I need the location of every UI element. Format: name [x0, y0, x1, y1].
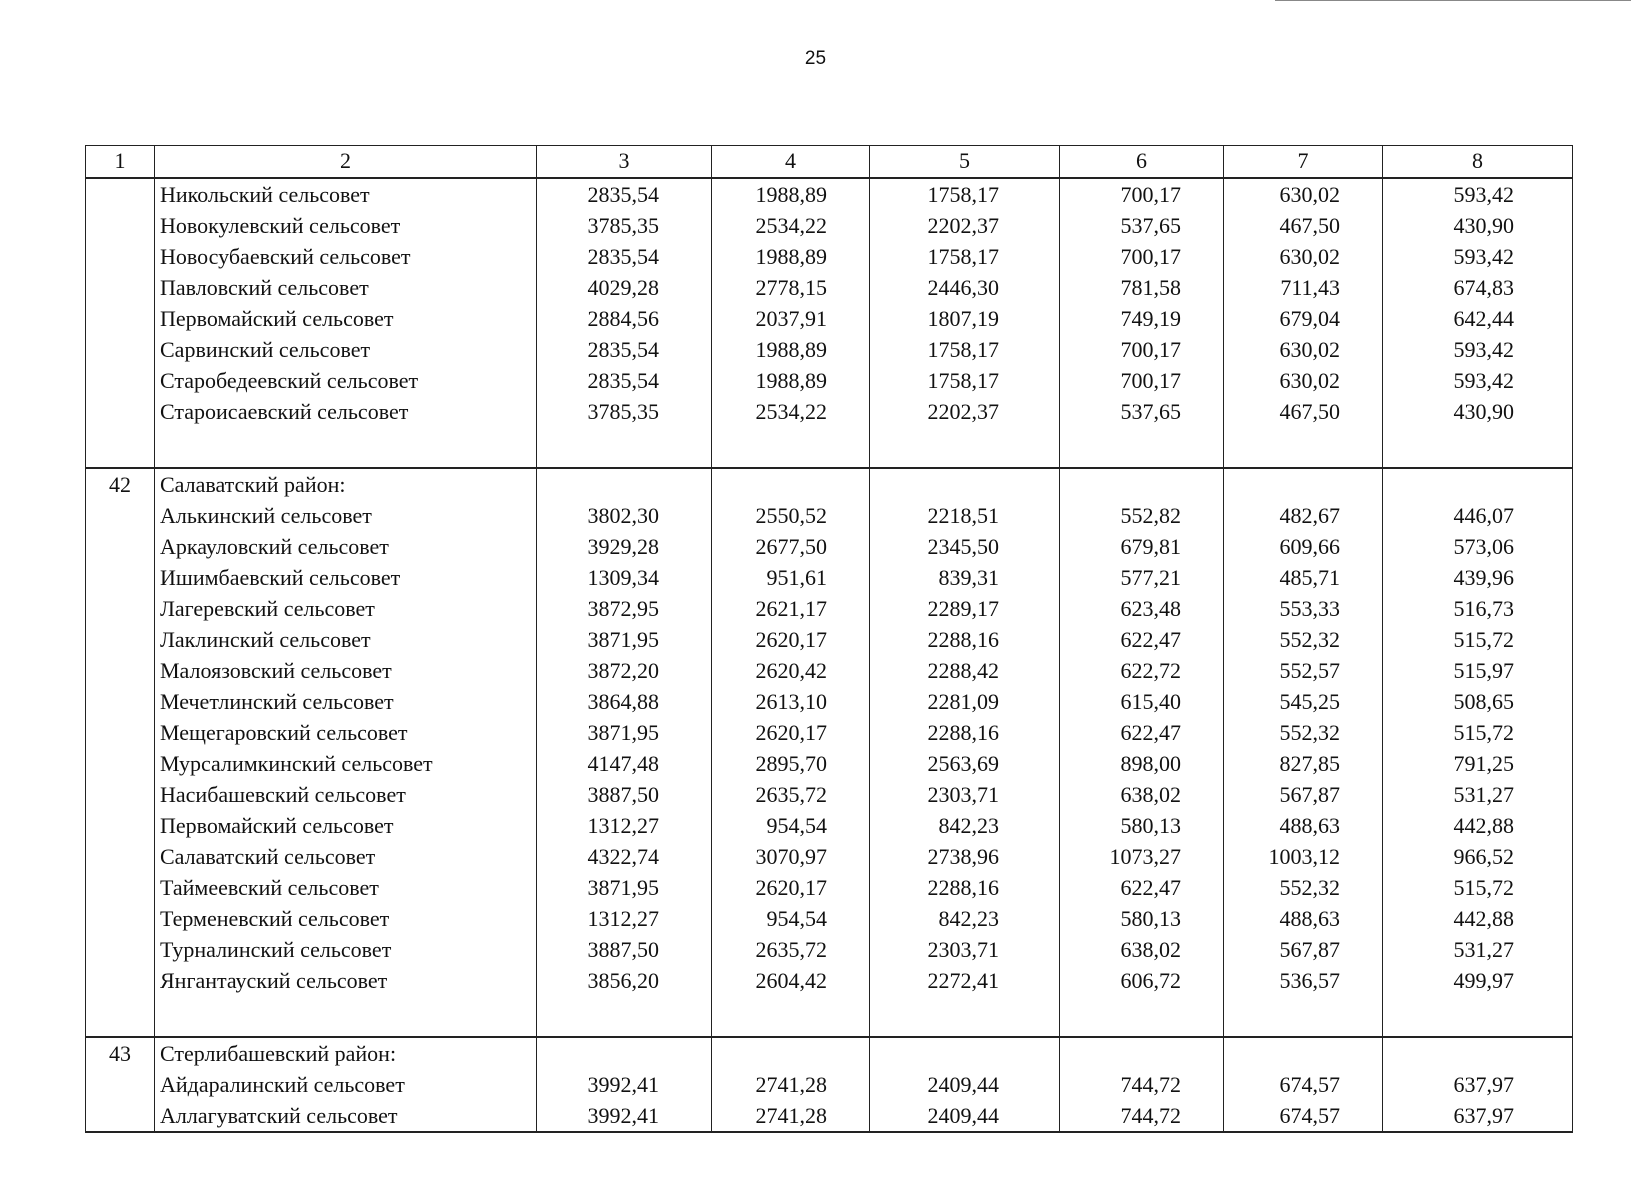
value-cell-col8: 515,72: [1383, 717, 1573, 748]
value-cell-col5: 2288,42: [870, 655, 1060, 686]
value-cell-col5: 2409,44: [870, 1100, 1060, 1132]
empty-cell: [870, 1037, 1060, 1069]
row-number-cell: [86, 500, 155, 531]
value-cell-col6: 537,65: [1060, 396, 1224, 427]
column-header-1: 1: [86, 146, 155, 179]
value-cell-col6: 679,81: [1060, 531, 1224, 562]
table-row: [86, 872, 1573, 903]
row-number-cell: [86, 872, 155, 903]
value-cell-col7: 467,50: [1224, 396, 1383, 427]
value-cell-col8: 593,42: [1383, 241, 1573, 272]
value-cell-col6: 622,47: [1060, 872, 1224, 903]
value-cell-col6: 749,19: [1060, 303, 1224, 334]
value-cell-col7: 552,32: [1224, 872, 1383, 903]
value-cell-col5: 1758,17: [870, 178, 1060, 210]
settlement-name: Янгантауский сельсовет: [155, 965, 537, 996]
top-edge-rule: [1275, 0, 1631, 1]
value-cell-col7: 552,32: [1224, 624, 1383, 655]
settlement-name: Ишимбаевский сельсовет: [155, 562, 537, 593]
table-row: [86, 562, 1573, 593]
district-title-row: [86, 1037, 1573, 1069]
header-row: [86, 146, 1573, 179]
settlement-name: Алькинский сельсовет: [155, 500, 537, 531]
value-cell-col8: 593,42: [1383, 365, 1573, 396]
value-cell-col3: 2835,54: [537, 334, 712, 365]
row-number-cell: [86, 562, 155, 593]
value-cell-col4: 1988,89: [712, 334, 870, 365]
row-number-cell: [86, 686, 155, 717]
table-row: [86, 717, 1573, 748]
empty-cell: [155, 427, 537, 468]
row-number-cell: [86, 210, 155, 241]
value-cell-col5: 2345,50: [870, 531, 1060, 562]
value-cell-col4: 2635,72: [712, 934, 870, 965]
value-cell-col5: 2738,96: [870, 841, 1060, 872]
value-cell-col6: 606,72: [1060, 965, 1224, 996]
value-cell-col3: 3802,30: [537, 500, 712, 531]
tariff-table: [85, 145, 1573, 1133]
value-cell-col5: 2303,71: [870, 934, 1060, 965]
row-number-cell: [86, 841, 155, 872]
value-cell-col5: 2272,41: [870, 965, 1060, 996]
row-number-cell: [86, 717, 155, 748]
value-cell-col4: 954,54: [712, 810, 870, 841]
value-cell-col8: 508,65: [1383, 686, 1573, 717]
value-cell-col3: 1312,27: [537, 810, 712, 841]
empty-cell: [1383, 468, 1573, 500]
value-cell-col3: 3785,35: [537, 210, 712, 241]
value-cell-col8: 430,90: [1383, 210, 1573, 241]
empty-cell: [1224, 468, 1383, 500]
empty-cell: [155, 996, 537, 1037]
value-cell-col3: 4147,48: [537, 748, 712, 779]
table-row: [86, 531, 1573, 562]
value-cell-col4: 1988,89: [712, 241, 870, 272]
settlement-name: Аллагуватский сельсовет: [155, 1100, 537, 1132]
value-cell-col5: 2563,69: [870, 748, 1060, 779]
empty-cell: [712, 468, 870, 500]
value-cell-col5: 2289,17: [870, 593, 1060, 624]
empty-cell: [1060, 996, 1224, 1037]
value-cell-col8: 642,44: [1383, 303, 1573, 334]
table-row: [86, 748, 1573, 779]
empty-cell: [712, 427, 870, 468]
value-cell-col8: 499,97: [1383, 965, 1573, 996]
settlement-name: Старобедеевский сельсовет: [155, 365, 537, 396]
settlement-name: Лагеревский сельсовет: [155, 593, 537, 624]
value-cell-col4: 2741,28: [712, 1069, 870, 1100]
table-row: [86, 779, 1573, 810]
column-header-3: 3: [537, 146, 712, 179]
value-cell-col8: 516,73: [1383, 593, 1573, 624]
settlement-name: Первомайский сельсовет: [155, 810, 537, 841]
empty-cell: [1383, 996, 1573, 1037]
empty-cell: [86, 427, 155, 468]
value-cell-col7: 552,57: [1224, 655, 1383, 686]
row-number-cell: 42: [86, 468, 155, 500]
row-number-cell: [86, 934, 155, 965]
value-cell-col6: 622,72: [1060, 655, 1224, 686]
empty-cell: [870, 468, 1060, 500]
tariff-table-container: [85, 145, 1572, 1133]
block-spacer-row: [86, 427, 1573, 468]
table-row: [86, 593, 1573, 624]
value-cell-col4: 1988,89: [712, 365, 870, 396]
table-header: [86, 146, 1573, 179]
value-cell-col6: 622,47: [1060, 624, 1224, 655]
value-cell-col7: 679,04: [1224, 303, 1383, 334]
settlement-name: Никольский сельсовет: [155, 178, 537, 210]
value-cell-col5: 842,23: [870, 810, 1060, 841]
value-cell-col5: 2288,16: [870, 717, 1060, 748]
settlement-name: Лаклинский сельсовет: [155, 624, 537, 655]
value-cell-col8: 593,42: [1383, 178, 1573, 210]
value-cell-col4: 2621,17: [712, 593, 870, 624]
column-header-7: 7: [1224, 146, 1383, 179]
empty-cell: [1060, 468, 1224, 500]
row-number-cell: [86, 1069, 155, 1100]
column-header-6: 6: [1060, 146, 1224, 179]
value-cell-col3: 3992,41: [537, 1100, 712, 1132]
value-cell-col6: 700,17: [1060, 241, 1224, 272]
value-cell-col6: 580,13: [1060, 810, 1224, 841]
table-block: [86, 1037, 1573, 1132]
value-cell-col8: 515,97: [1383, 655, 1573, 686]
value-cell-col3: 3871,95: [537, 624, 712, 655]
row-number-cell: [86, 624, 155, 655]
value-cell-col5: 842,23: [870, 903, 1060, 934]
value-cell-col5: 1758,17: [870, 334, 1060, 365]
row-number-cell: [86, 1100, 155, 1132]
value-cell-col6: 615,40: [1060, 686, 1224, 717]
settlement-name: Сарвинский сельсовет: [155, 334, 537, 365]
value-cell-col6: 638,02: [1060, 934, 1224, 965]
row-number-cell: [86, 303, 155, 334]
value-cell-col4: 2635,72: [712, 779, 870, 810]
value-cell-col3: 3929,28: [537, 531, 712, 562]
settlement-name: Новокулевский сельсовет: [155, 210, 537, 241]
table-block: [86, 178, 1573, 468]
value-cell-col8: 637,97: [1383, 1069, 1573, 1100]
district-title: Салаватский район:: [155, 468, 537, 500]
settlement-name: Турналинский сельсовет: [155, 934, 537, 965]
settlement-name: Мурсалимкинский сельсовет: [155, 748, 537, 779]
settlement-name: Аркауловский сельсовет: [155, 531, 537, 562]
value-cell-col5: 2218,51: [870, 500, 1060, 531]
value-cell-col8: 637,97: [1383, 1100, 1573, 1132]
value-cell-col7: 630,02: [1224, 365, 1383, 396]
settlement-name: Первомайский сельсовет: [155, 303, 537, 334]
value-cell-col3: 3992,41: [537, 1069, 712, 1100]
value-cell-col7: 609,66: [1224, 531, 1383, 562]
value-cell-col7: 630,02: [1224, 334, 1383, 365]
settlement-name: Терменевский сельсовет: [155, 903, 537, 934]
row-number-cell: [86, 655, 155, 686]
value-cell-col7: 674,57: [1224, 1100, 1383, 1132]
value-cell-col4: 2620,17: [712, 872, 870, 903]
value-cell-col4: 2620,42: [712, 655, 870, 686]
table-row: [86, 241, 1573, 272]
empty-cell: [1060, 427, 1224, 468]
column-header-2: 2: [155, 146, 537, 179]
empty-cell: [537, 468, 712, 500]
value-cell-col7: 485,71: [1224, 562, 1383, 593]
table-block: [86, 468, 1573, 1037]
value-cell-col3: 3864,88: [537, 686, 712, 717]
table-row: [86, 365, 1573, 396]
value-cell-col6: 552,82: [1060, 500, 1224, 531]
value-cell-col4: 2550,52: [712, 500, 870, 531]
empty-cell: [1383, 1037, 1573, 1069]
table-row: [86, 500, 1573, 531]
table-row: [86, 178, 1573, 210]
value-cell-col8: 515,72: [1383, 624, 1573, 655]
value-cell-col5: 1758,17: [870, 365, 1060, 396]
value-cell-col7: 567,87: [1224, 934, 1383, 965]
value-cell-col4: 2677,50: [712, 531, 870, 562]
empty-cell: [1383, 427, 1573, 468]
settlement-name: Мечетлинский сельсовет: [155, 686, 537, 717]
row-number-cell: [86, 779, 155, 810]
settlement-name: Староисаевский сельсовет: [155, 396, 537, 427]
value-cell-col7: 488,63: [1224, 810, 1383, 841]
value-cell-col3: 3856,20: [537, 965, 712, 996]
value-cell-col8: 439,96: [1383, 562, 1573, 593]
value-cell-col8: 531,27: [1383, 934, 1573, 965]
column-header-4: 4: [712, 146, 870, 179]
value-cell-col6: 700,17: [1060, 365, 1224, 396]
value-cell-col8: 593,42: [1383, 334, 1573, 365]
empty-cell: [537, 427, 712, 468]
value-cell-col6: 744,72: [1060, 1100, 1224, 1132]
value-cell-col3: 3887,50: [537, 934, 712, 965]
value-cell-col7: 630,02: [1224, 178, 1383, 210]
column-header-5: 5: [870, 146, 1060, 179]
value-cell-col5: 2446,30: [870, 272, 1060, 303]
value-cell-col5: 2288,16: [870, 624, 1060, 655]
value-cell-col8: 573,06: [1383, 531, 1573, 562]
value-cell-col3: 2835,54: [537, 178, 712, 210]
settlement-name: Мещегаровский сельсовет: [155, 717, 537, 748]
value-cell-col7: 488,63: [1224, 903, 1383, 934]
value-cell-col5: 2281,09: [870, 686, 1060, 717]
value-cell-col3: 1312,27: [537, 903, 712, 934]
row-number-cell: [86, 531, 155, 562]
row-number-cell: [86, 178, 155, 210]
empty-cell: [870, 427, 1060, 468]
table-row: [86, 810, 1573, 841]
table-row: [86, 965, 1573, 996]
value-cell-col4: 2895,70: [712, 748, 870, 779]
value-cell-col7: 567,87: [1224, 779, 1383, 810]
value-cell-col3: 2884,56: [537, 303, 712, 334]
value-cell-col5: 2409,44: [870, 1069, 1060, 1100]
row-number-cell: [86, 334, 155, 365]
value-cell-col7: 482,67: [1224, 500, 1383, 531]
settlement-name: Новосубаевский сельсовет: [155, 241, 537, 272]
district-title-row: [86, 468, 1573, 500]
value-cell-col3: 1309,34: [537, 562, 712, 593]
value-cell-col5: 2202,37: [870, 396, 1060, 427]
value-cell-col8: 966,52: [1383, 841, 1573, 872]
empty-cell: [537, 996, 712, 1037]
table-row: [86, 934, 1573, 965]
row-number-cell: [86, 241, 155, 272]
value-cell-col7: 630,02: [1224, 241, 1383, 272]
table-row: [86, 903, 1573, 934]
settlement-name: Павловский сельсовет: [155, 272, 537, 303]
empty-cell: [537, 1037, 712, 1069]
value-cell-col7: 545,25: [1224, 686, 1383, 717]
table-row: [86, 841, 1573, 872]
value-cell-col6: 580,13: [1060, 903, 1224, 934]
value-cell-col4: 3070,97: [712, 841, 870, 872]
value-cell-col4: 2604,42: [712, 965, 870, 996]
row-number-cell: [86, 903, 155, 934]
value-cell-col3: 3785,35: [537, 396, 712, 427]
value-cell-col8: 442,88: [1383, 903, 1573, 934]
empty-cell: [1224, 996, 1383, 1037]
value-cell-col5: 2303,71: [870, 779, 1060, 810]
row-number-cell: [86, 365, 155, 396]
value-cell-col5: 2288,16: [870, 872, 1060, 903]
value-cell-col4: 2534,22: [712, 210, 870, 241]
value-cell-col8: 430,90: [1383, 396, 1573, 427]
table-row: [86, 1069, 1573, 1100]
empty-cell: [1060, 1037, 1224, 1069]
value-cell-col7: 536,57: [1224, 965, 1383, 996]
value-cell-col3: 3872,95: [537, 593, 712, 624]
value-cell-col8: 791,25: [1383, 748, 1573, 779]
value-cell-col5: 1758,17: [870, 241, 1060, 272]
table-row: [86, 396, 1573, 427]
value-cell-col6: 623,48: [1060, 593, 1224, 624]
value-cell-col4: 2620,17: [712, 717, 870, 748]
value-cell-col4: 2778,15: [712, 272, 870, 303]
value-cell-col3: 4029,28: [537, 272, 712, 303]
value-cell-col6: 781,58: [1060, 272, 1224, 303]
value-cell-col3: 2835,54: [537, 365, 712, 396]
settlement-name: Салаватский сельсовет: [155, 841, 537, 872]
value-cell-col6: 622,47: [1060, 717, 1224, 748]
value-cell-col4: 2534,22: [712, 396, 870, 427]
value-cell-col4: 2741,28: [712, 1100, 870, 1132]
value-cell-col7: 552,32: [1224, 717, 1383, 748]
value-cell-col7: 553,33: [1224, 593, 1383, 624]
empty-cell: [870, 996, 1060, 1037]
value-cell-col3: 4322,74: [537, 841, 712, 872]
empty-cell: [712, 996, 870, 1037]
settlement-name: Айдаралинский сельсовет: [155, 1069, 537, 1100]
value-cell-col3: 3871,95: [537, 717, 712, 748]
value-cell-col4: 2620,17: [712, 624, 870, 655]
value-cell-col4: 951,61: [712, 562, 870, 593]
value-cell-col8: 515,72: [1383, 872, 1573, 903]
value-cell-col8: 531,27: [1383, 779, 1573, 810]
page-number: 25: [804, 48, 827, 69]
table-row: [86, 1100, 1573, 1132]
row-number-cell: [86, 272, 155, 303]
row-number-cell: [86, 396, 155, 427]
value-cell-col6: 577,21: [1060, 562, 1224, 593]
table-row: [86, 303, 1573, 334]
value-cell-col6: 1073,27: [1060, 841, 1224, 872]
table-row: [86, 334, 1573, 365]
value-cell-col4: 2037,91: [712, 303, 870, 334]
value-cell-col7: 1003,12: [1224, 841, 1383, 872]
value-cell-col7: 827,85: [1224, 748, 1383, 779]
value-cell-col6: 898,00: [1060, 748, 1224, 779]
value-cell-col6: 700,17: [1060, 334, 1224, 365]
value-cell-col6: 744,72: [1060, 1069, 1224, 1100]
value-cell-col8: 446,07: [1383, 500, 1573, 531]
value-cell-col6: 638,02: [1060, 779, 1224, 810]
value-cell-col3: 3871,95: [537, 872, 712, 903]
district-title: Стерлибашевский район:: [155, 1037, 537, 1069]
value-cell-col3: 2835,54: [537, 241, 712, 272]
value-cell-col7: 467,50: [1224, 210, 1383, 241]
settlement-name: Насибашевский сельсовет: [155, 779, 537, 810]
row-number-cell: [86, 593, 155, 624]
value-cell-col6: 537,65: [1060, 210, 1224, 241]
row-number-cell: [86, 810, 155, 841]
value-cell-col4: 1988,89: [712, 178, 870, 210]
value-cell-col5: 1807,19: [870, 303, 1060, 334]
settlement-name: Таймеевский сельсовет: [155, 872, 537, 903]
value-cell-col4: 954,54: [712, 903, 870, 934]
value-cell-col7: 674,57: [1224, 1069, 1383, 1100]
value-cell-col4: 2613,10: [712, 686, 870, 717]
table-row: [86, 655, 1573, 686]
row-number-cell: [86, 965, 155, 996]
value-cell-col3: 3872,20: [537, 655, 712, 686]
row-number-cell: [86, 748, 155, 779]
table-row: [86, 272, 1573, 303]
table-row: [86, 210, 1573, 241]
value-cell-col8: 674,83: [1383, 272, 1573, 303]
table-row: [86, 686, 1573, 717]
settlement-name: Малоязовский сельсовет: [155, 655, 537, 686]
value-cell-col6: 700,17: [1060, 178, 1224, 210]
empty-cell: [86, 996, 155, 1037]
column-header-8: 8: [1383, 146, 1573, 179]
row-number-cell: 43: [86, 1037, 155, 1069]
value-cell-col7: 711,43: [1224, 272, 1383, 303]
value-cell-col5: 2202,37: [870, 210, 1060, 241]
empty-cell: [712, 1037, 870, 1069]
value-cell-col3: 3887,50: [537, 779, 712, 810]
value-cell-col5: 839,31: [870, 562, 1060, 593]
value-cell-col8: 442,88: [1383, 810, 1573, 841]
block-spacer-row: [86, 996, 1573, 1037]
table-row: [86, 624, 1573, 655]
empty-cell: [1224, 1037, 1383, 1069]
empty-cell: [1224, 427, 1383, 468]
